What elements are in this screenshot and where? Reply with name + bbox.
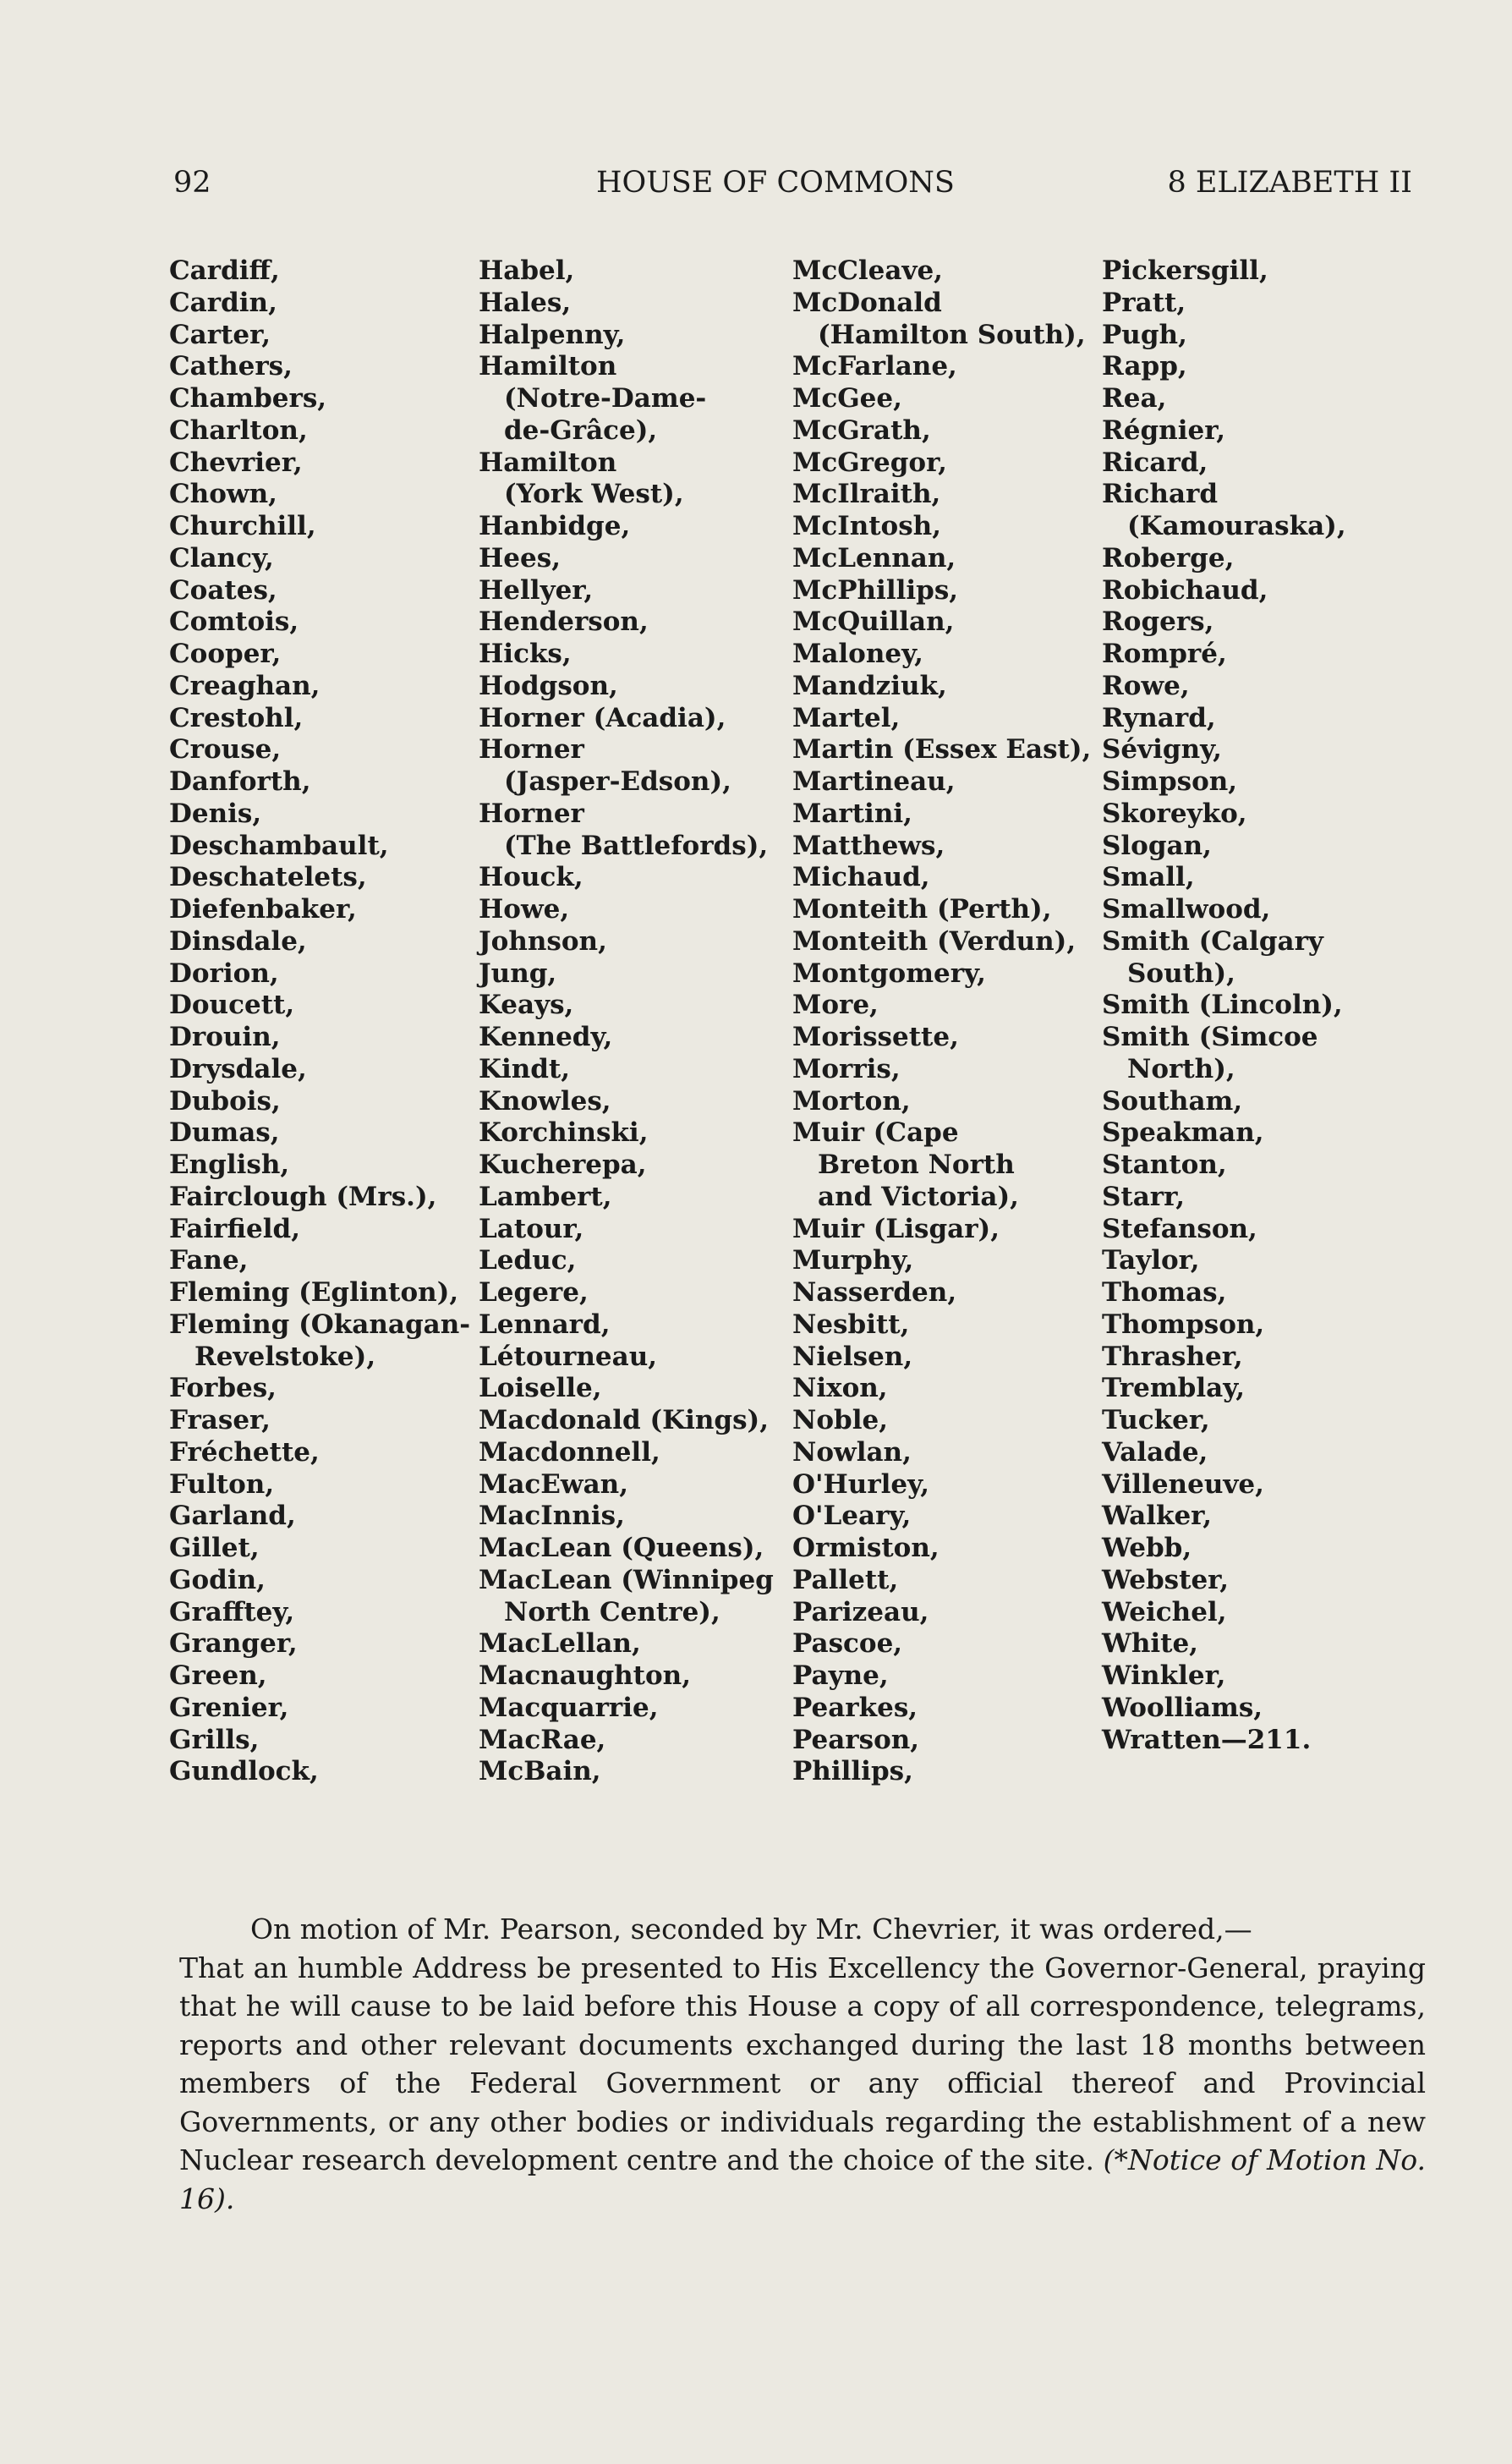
member-name: South), xyxy=(1127,958,1235,989)
member-name: McIlraith, xyxy=(792,479,941,510)
notice-reference: (*Notice of Motion No. 16). xyxy=(179,2143,1426,2215)
member-name: Doucett, xyxy=(169,990,295,1021)
member-name: Chevrier, xyxy=(169,447,303,478)
member-name: Webb, xyxy=(1102,1533,1192,1563)
member-name: McCleave, xyxy=(792,255,943,286)
member-name: Macnaughton, xyxy=(479,1660,691,1691)
member-name: Hamilton xyxy=(479,447,617,478)
member-name: McDonald xyxy=(792,287,942,318)
member-name: Kucherepa, xyxy=(479,1150,647,1180)
member-name: Slogan, xyxy=(1102,830,1212,861)
member-name: Pallett, xyxy=(792,1564,899,1595)
member-name: McBain, xyxy=(479,1756,601,1787)
member-name: Fane, xyxy=(169,1245,249,1276)
member-name: Weichel, xyxy=(1102,1596,1227,1627)
member-name: Jung, xyxy=(479,958,557,989)
member-name: Loiselle, xyxy=(479,1373,602,1404)
member-name: Hees, xyxy=(479,542,561,573)
member-name: McGrath, xyxy=(792,414,931,446)
member-name: Pratt, xyxy=(1102,287,1186,318)
session-label: 8 ELIZABETH II xyxy=(1167,166,1412,200)
member-name: Phillips, xyxy=(792,1756,913,1787)
member-name: Thomas, xyxy=(1102,1277,1227,1308)
member-name: Walker, xyxy=(1102,1501,1213,1532)
member-name: Stanton, xyxy=(1102,1150,1227,1180)
member-name: Carter, xyxy=(169,319,271,350)
member-name: Breton North xyxy=(818,1150,1015,1180)
running-title: HOUSE OF COMMONS xyxy=(596,166,955,200)
member-name: Knowles, xyxy=(479,1085,611,1117)
member-name: Taylor, xyxy=(1102,1245,1200,1276)
member-name: McGee, xyxy=(792,383,902,414)
member-name: and Victoria), xyxy=(818,1181,1019,1212)
member-name: Fairclough (Mrs.), xyxy=(169,1181,437,1212)
name-column-3 xyxy=(792,255,1091,1788)
member-name: Maloney, xyxy=(792,639,923,669)
member-name: Rea, xyxy=(1102,383,1167,414)
member-name: Monteith (Perth), xyxy=(792,894,1052,925)
member-name: Tremblay, xyxy=(1102,1373,1246,1404)
member-name: Dorion, xyxy=(169,958,279,989)
member-name: Hanbidge, xyxy=(479,511,631,541)
member-name: Martel, xyxy=(792,702,901,733)
member-name: Rapp, xyxy=(1102,351,1187,382)
member-name: Johnson, xyxy=(479,925,607,957)
member-name: Robichaud, xyxy=(1102,574,1268,606)
member-name: Webster, xyxy=(1102,1564,1230,1595)
member-name: More, xyxy=(792,990,879,1021)
member-name: Lambert, xyxy=(479,1181,612,1212)
member-name: Muir (Cape xyxy=(792,1117,959,1149)
page-header xyxy=(0,166,1512,206)
member-name: Martini, xyxy=(792,798,912,829)
member-name: Montgomery, xyxy=(792,958,986,989)
member-name: Houck, xyxy=(479,862,583,893)
member-name: Macdonald (Kings), xyxy=(479,1405,770,1435)
member-name: Granger, xyxy=(169,1628,298,1660)
member-name: Small, xyxy=(1102,862,1195,893)
member-name: Horner xyxy=(479,798,584,829)
member-name: Drysdale, xyxy=(169,1053,307,1084)
member-name: O'Hurley, xyxy=(792,1468,929,1500)
member-name: Comtois, xyxy=(169,606,299,638)
member-name: Villeneuve, xyxy=(1102,1468,1264,1500)
member-name: McQuillan, xyxy=(792,606,955,638)
member-name: MacInnis, xyxy=(479,1501,625,1532)
member-name: Gillet, xyxy=(169,1533,260,1563)
member-name: Fairfield, xyxy=(169,1213,301,1244)
member-name: Diefenbaker, xyxy=(169,894,357,925)
member-name: Parizeau, xyxy=(792,1596,929,1627)
member-name: Roberge, xyxy=(1102,542,1235,573)
member-name: MacLean (Queens), xyxy=(479,1533,764,1563)
member-name: Henderson, xyxy=(479,606,649,638)
member-name: Nasserden, xyxy=(792,1277,957,1308)
member-name: (Kamouraska), xyxy=(1127,511,1346,541)
motion-body-text: That an humble Address be presented to His Excellency the Governor-General, praying that he will cause to be laid before this House a copy of all correspondence, telegrams, reports and other relevant documents exchanged during the last 18 months between members of the Federal Government or any official thereof and Provincial Governments, or any other bodies or individuals regarding the establishment of a new Nuclear research development centre and the choice of the site. xyxy=(179,1951,1426,2176)
member-name: Howe, xyxy=(479,894,570,925)
member-name: Churchill, xyxy=(169,511,316,541)
member-name: Nixon, xyxy=(792,1373,888,1404)
member-name: Nielsen, xyxy=(792,1341,913,1372)
member-name: Cooper, xyxy=(169,639,282,669)
member-name: Fleming (Eglinton), xyxy=(169,1277,459,1308)
member-name: Keays, xyxy=(479,990,574,1021)
member-name: (Hamilton South), xyxy=(818,319,1086,350)
member-name: Hamilton xyxy=(479,351,617,382)
member-name: Morton, xyxy=(792,1085,911,1117)
member-name: Revelstoke), xyxy=(194,1341,376,1372)
member-name: Rompré, xyxy=(1102,639,1227,669)
member-name: Sévigny, xyxy=(1102,734,1222,766)
member-name: Thompson, xyxy=(1102,1309,1265,1340)
name-column-4 xyxy=(1102,255,1346,1756)
member-name: Murphy, xyxy=(792,1245,914,1276)
member-name: Creaghan, xyxy=(169,670,320,701)
member-name: Fraser, xyxy=(169,1405,271,1435)
member-name: Thrasher, xyxy=(1102,1341,1243,1372)
member-name: Morris, xyxy=(792,1053,901,1084)
motion-paragraph xyxy=(179,1910,1426,2218)
member-name: Garland, xyxy=(169,1501,296,1532)
member-name: Winkler, xyxy=(1102,1660,1226,1691)
member-name: Clancy, xyxy=(169,542,274,573)
member-name: Korchinski, xyxy=(479,1117,649,1149)
member-name: Hodgson, xyxy=(479,670,618,701)
member-name: Gundlock, xyxy=(169,1756,319,1787)
member-name: Hicks, xyxy=(479,639,572,669)
member-name: Drouin, xyxy=(169,1022,281,1052)
member-name: Denis, xyxy=(169,798,262,829)
member-name: Chambers, xyxy=(169,383,327,414)
member-name: Forbes, xyxy=(169,1373,277,1404)
member-name: MacLean (Winnipeg xyxy=(479,1564,774,1595)
name-column-1 xyxy=(169,255,470,1788)
motion-body xyxy=(179,1949,1426,2219)
member-name: Leduc, xyxy=(479,1245,577,1276)
member-name: Grills, xyxy=(169,1724,260,1755)
member-name: Latour, xyxy=(479,1213,584,1244)
member-name: Halpenny, xyxy=(479,319,626,350)
member-name: Skoreyko, xyxy=(1102,798,1247,829)
member-name: Fulton, xyxy=(169,1468,275,1500)
member-name: (Notre-Dame- xyxy=(504,383,707,414)
member-name: Létourneau, xyxy=(479,1341,658,1372)
member-name: Fleming (Okanagan- xyxy=(169,1309,471,1340)
member-name: Smith (Lincoln), xyxy=(1102,990,1343,1021)
member-name: de-Grâce), xyxy=(504,414,658,446)
member-name: Hales, xyxy=(479,287,572,318)
member-name: Nowlan, xyxy=(792,1436,912,1468)
member-name: MacRae, xyxy=(479,1724,606,1755)
member-name: Martin (Essex East), xyxy=(792,734,1092,766)
member-name: Nesbitt, xyxy=(792,1309,910,1340)
member-name: Michaud, xyxy=(792,862,930,893)
member-name: Dumas, xyxy=(169,1117,280,1149)
member-name: Coates, xyxy=(169,574,277,606)
member-name: Smith (Simcoe xyxy=(1102,1022,1318,1052)
member-name: Horner (Acadia), xyxy=(479,702,726,733)
member-name: Deschatelets, xyxy=(169,862,367,893)
member-name: Crestohl, xyxy=(169,702,304,733)
member-name: Rogers, xyxy=(1102,606,1214,638)
member-name: Fréchette, xyxy=(169,1436,320,1468)
member-name: Ormiston, xyxy=(792,1533,940,1563)
member-name: Mandziuk, xyxy=(792,670,947,701)
member-name: MacLellan, xyxy=(479,1628,641,1660)
member-name: Godin, xyxy=(169,1564,266,1595)
member-name: Noble, xyxy=(792,1405,888,1435)
member-name: Cathers, xyxy=(169,351,293,382)
member-name: Dubois, xyxy=(169,1085,281,1117)
member-name: Grafftey, xyxy=(169,1596,295,1627)
member-name: Ricard, xyxy=(1102,447,1208,478)
member-name: McIntosh, xyxy=(792,511,942,541)
member-name: Southam, xyxy=(1102,1085,1243,1117)
member-name: Smith (Calgary xyxy=(1102,925,1323,957)
member-name: Stefanson, xyxy=(1102,1213,1257,1244)
member-name: Grenier, xyxy=(169,1692,289,1723)
member-name: Chown, xyxy=(169,479,277,510)
member-name: North), xyxy=(1127,1053,1235,1084)
member-name: Monteith (Verdun), xyxy=(792,925,1076,957)
member-name: McPhillips, xyxy=(792,574,959,606)
member-name: Payne, xyxy=(792,1660,889,1691)
member-name: Kindt, xyxy=(479,1053,571,1084)
page-number: 92 xyxy=(173,166,211,200)
member-name: White, xyxy=(1102,1628,1198,1660)
member-name: Pearkes, xyxy=(792,1692,918,1723)
member-name: Simpson, xyxy=(1102,766,1238,797)
member-name: Martineau, xyxy=(792,766,956,797)
member-name: Green, xyxy=(169,1660,267,1691)
member-name: MacEwan, xyxy=(479,1468,629,1500)
member-name: O'Leary, xyxy=(792,1501,912,1532)
member-name: Wratten—211. xyxy=(1102,1724,1312,1755)
member-name: Woolliams, xyxy=(1102,1692,1263,1723)
member-name: Habel, xyxy=(479,255,575,286)
member-name: Lennard, xyxy=(479,1309,611,1340)
member-name: Danforth, xyxy=(169,766,311,797)
member-name: Muir (Lisgar), xyxy=(792,1213,1000,1244)
member-name: Rynard, xyxy=(1102,702,1216,733)
member-name: (York West), xyxy=(504,479,684,510)
member-name: Dinsdale, xyxy=(169,925,307,957)
member-name: Cardiff, xyxy=(169,255,280,286)
member-name: Pugh, xyxy=(1102,319,1187,350)
member-name: English, xyxy=(169,1150,290,1180)
member-name: McFarlane, xyxy=(792,351,957,382)
member-name: McLennan, xyxy=(792,542,956,573)
member-name: Deschambault, xyxy=(169,830,389,861)
member-name: Morissette, xyxy=(792,1022,959,1052)
member-name: McGregor, xyxy=(792,447,947,478)
member-name: Tucker, xyxy=(1102,1405,1210,1435)
member-name: Macquarrie, xyxy=(479,1692,659,1723)
member-name: Crouse, xyxy=(169,734,282,766)
member-name: Cardin, xyxy=(169,287,277,318)
member-name: (Jasper-Edson), xyxy=(504,766,731,797)
member-name: Hellyer, xyxy=(479,574,594,606)
member-name: (The Battlefords), xyxy=(504,830,769,861)
member-name: Macdonnell, xyxy=(479,1436,660,1468)
member-name: North Centre), xyxy=(504,1596,720,1627)
member-name: Horner xyxy=(479,734,584,766)
member-name: Speakman, xyxy=(1102,1117,1264,1149)
member-name: Charlton, xyxy=(169,414,308,446)
motion-lead: On motion of Mr. Pearson, seconded by Mr. Chevrier, it was ordered,— xyxy=(250,1912,1252,1945)
member-name: Régnier, xyxy=(1102,414,1226,446)
member-name: Legere, xyxy=(479,1277,589,1308)
member-name: Pearson, xyxy=(792,1724,920,1755)
member-name: Valade, xyxy=(1102,1436,1208,1468)
member-name: Starr, xyxy=(1102,1181,1185,1212)
member-name: Rowe, xyxy=(1102,670,1190,701)
member-name: Kennedy, xyxy=(479,1022,613,1052)
name-column-2 xyxy=(479,255,774,1788)
member-name: Pickersgill, xyxy=(1102,255,1268,286)
member-name: Smallwood, xyxy=(1102,894,1271,925)
member-name: Matthews, xyxy=(792,830,945,861)
member-name: Pascoe, xyxy=(792,1628,903,1660)
member-name: Richard xyxy=(1102,479,1219,510)
